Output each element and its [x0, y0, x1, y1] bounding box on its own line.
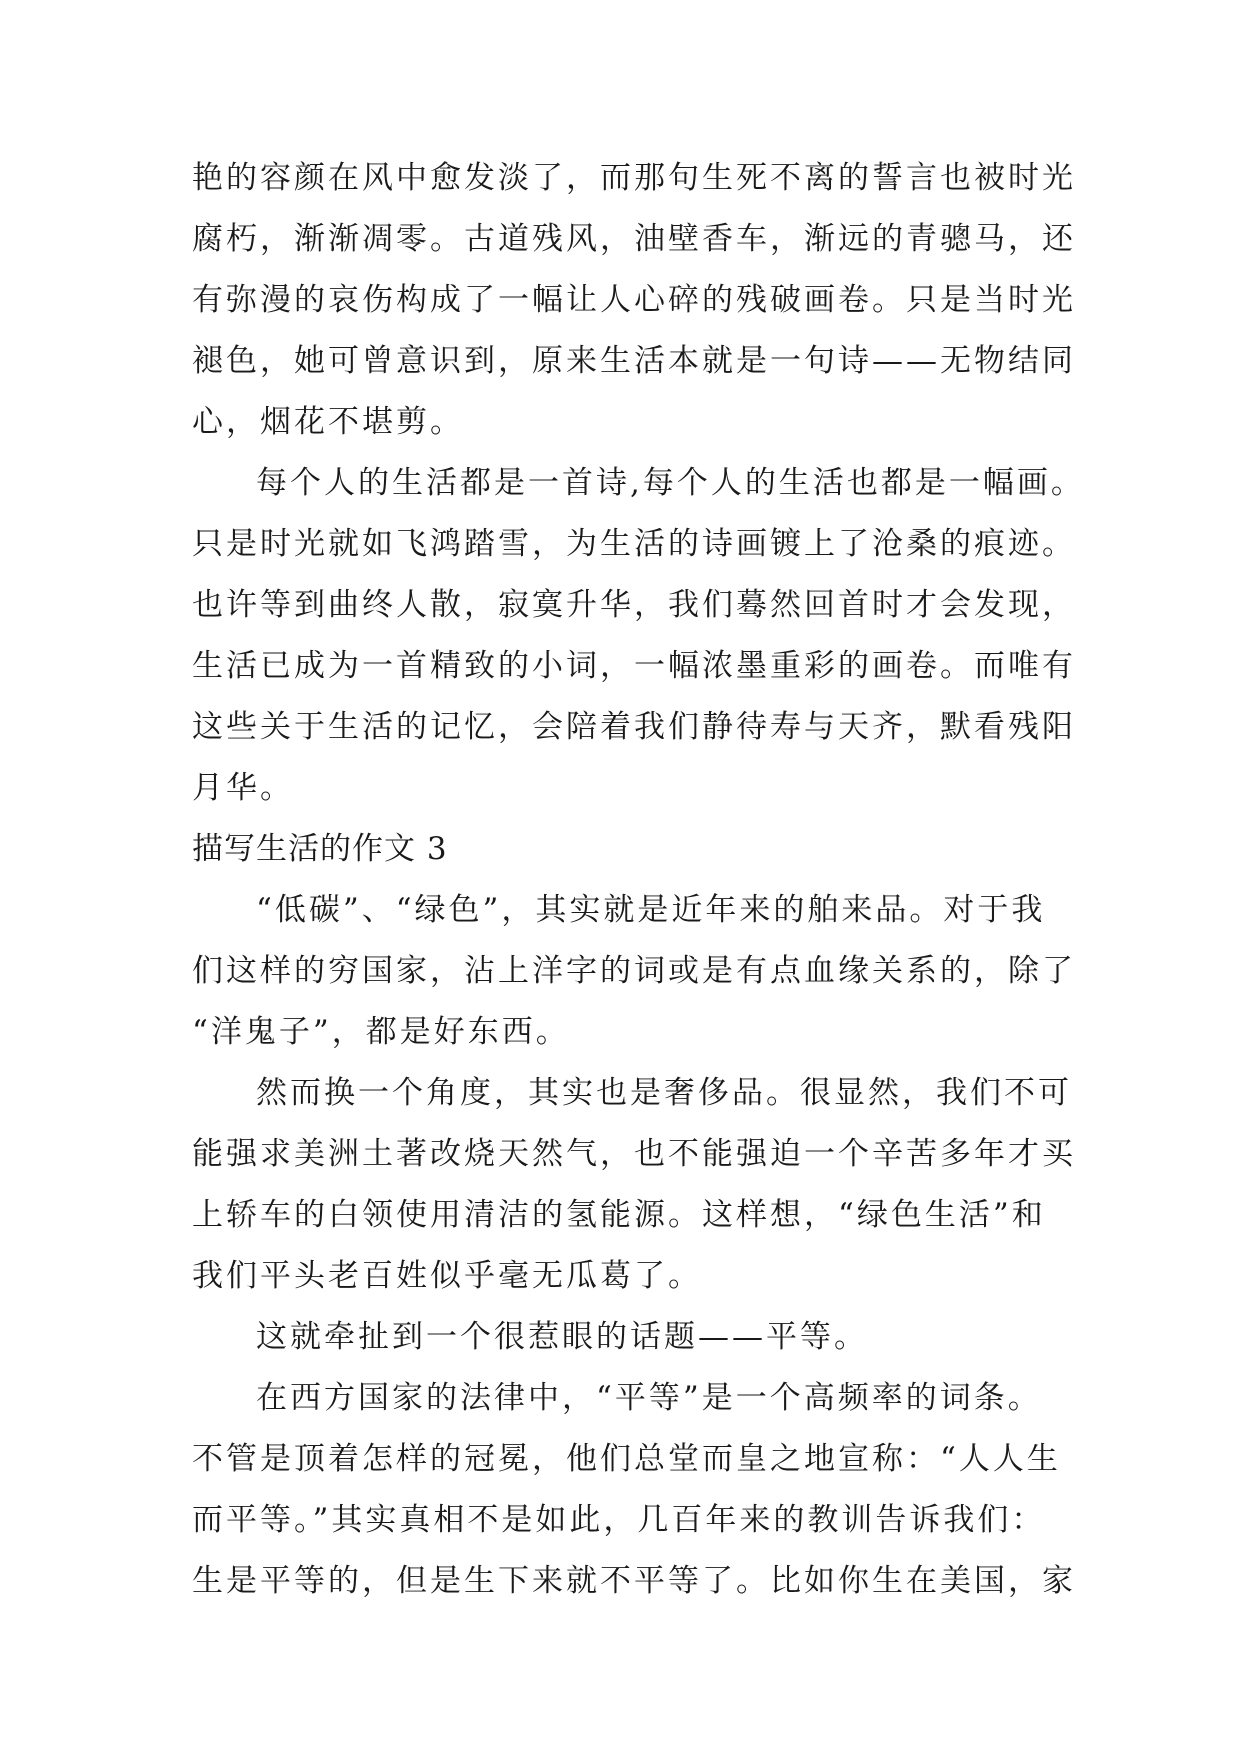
text-line: 心，烟花不堪剪。 — [192, 404, 464, 440]
text-line: 只是时光就如飞鸿踏雪，为生活的诗画镀上了沧桑的痕迹。 — [192, 526, 1076, 562]
text-line: 这就牵扯到一个很惹眼的话题——平等。 — [256, 1319, 868, 1355]
text-line: 月华。 — [192, 770, 294, 806]
text-line: 不管是顶着怎样的冠冕，他们总堂而皇之地宣称：“人人生 — [192, 1441, 1061, 1477]
text-line: 褪色，她可曾意识到，原来生活本就是一句诗——无物结同 — [192, 343, 1076, 379]
text-line: 有弥漫的哀伤构成了一幅让人心碎的残破画卷。只是当时光 — [192, 282, 1076, 318]
text-line: 生是平等的，但是生下来就不平等了。比如你生在美国，家 — [192, 1563, 1076, 1599]
text-line: 也许等到曲终人散，寂寞升华，我们蓦然回首时才会发现， — [192, 587, 1076, 623]
text-line: 这些关于生活的记忆，会陪着我们静待寿与天齐，默看残阳 — [192, 709, 1076, 745]
text-line: “洋鬼子”，都是好东西。 — [192, 1014, 570, 1050]
text-line: 上轿车的白领使用清洁的氢能源。这样想，“绿色生活”和 — [192, 1197, 1046, 1233]
text-line: 们这样的穷国家，沾上洋字的词或是有点血缘关系的，除了 — [192, 953, 1076, 989]
text-line: 然而换一个角度，其实也是奢侈品。很显然，我们不可 — [256, 1075, 1072, 1111]
section-heading: 描写生活的作文 3 — [192, 831, 448, 867]
text-line: 在西方国家的法律中，“平等”是一个高频率的词条。 — [256, 1380, 1042, 1416]
document-body — [192, 148, 1085, 1612]
text-line: 而平等。”其实真相不是如此，几百年来的教训告诉我们： — [192, 1502, 1046, 1538]
text-line: “低碳”、“绿色”，其实就是近年来的舶来品。对于我 — [256, 892, 1046, 928]
text-line: 腐朽，渐渐凋零。古道残风，油壁香车，渐远的青骢马，还 — [192, 221, 1076, 257]
text-line: 能强求美洲土著改烧天然气，也不能强迫一个辛苦多年才买 — [192, 1136, 1076, 1172]
text-line: 每个人的生活都是一首诗,每个人的生活也都是一幅画。 — [256, 465, 1085, 501]
text-line: 生活已成为一首精致的小词，一幅浓墨重彩的画卷。而唯有 — [192, 648, 1076, 684]
text-line: 艳的容颜在风中愈发淡了，而那句生死不离的誓言也被时光 — [192, 160, 1076, 196]
text-line: 我们平头老百姓似乎毫无瓜葛了。 — [192, 1258, 702, 1294]
